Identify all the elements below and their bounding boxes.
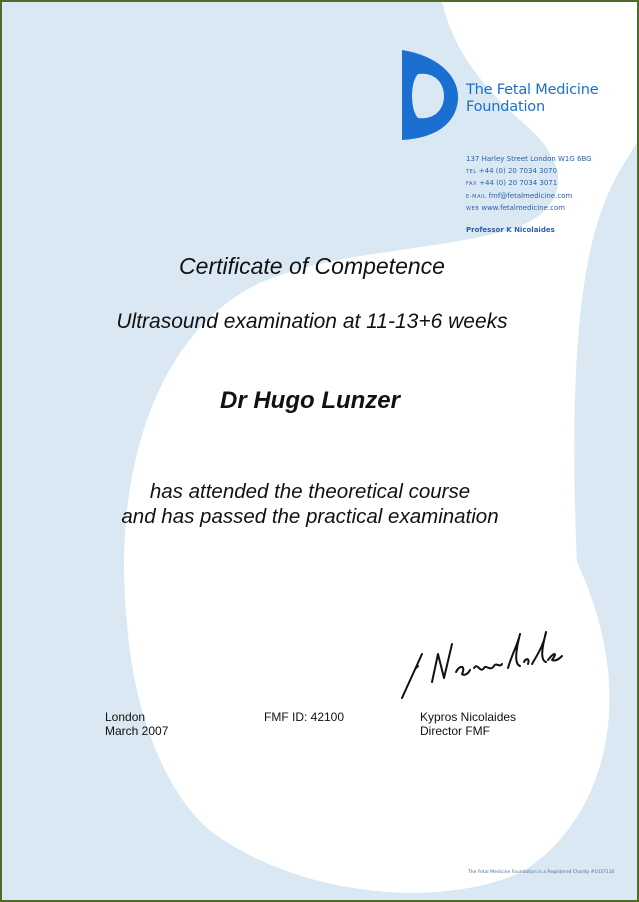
- fmf-id: FMF ID: 42100: [264, 710, 345, 724]
- web-line: [466, 203, 592, 216]
- statement-line1: has attended the theoretical course: [149, 480, 471, 503]
- certificate-statement: [2, 479, 618, 529]
- contact-block: [466, 154, 592, 236]
- white-blob-background: [2, 2, 637, 900]
- signatory-title: Director FMF: [420, 724, 490, 738]
- place-date: [105, 710, 168, 738]
- organization-name-line1: The Fetal Medicine: [466, 82, 599, 98]
- fax-line: [466, 178, 592, 191]
- signatory: [420, 710, 516, 738]
- website: www.fetalmedicine.com: [481, 204, 566, 212]
- issue-date: March 2007: [105, 724, 169, 738]
- charity-note: The Fetal Medicine Foundation is a Registered Charity #1037116: [468, 870, 615, 875]
- telephone: +44 (0) 20 7034 3070: [478, 166, 557, 175]
- telephone-line: [466, 166, 592, 179]
- place: London: [105, 710, 146, 724]
- signature-icon: [394, 624, 564, 704]
- fmf-logo-icon: [400, 48, 460, 142]
- recipient-name: Dr Hugo Lunzer: [220, 387, 400, 414]
- statement-line2: and has passed the practical examination: [121, 505, 499, 528]
- organization-name-line2: Foundation: [466, 99, 545, 115]
- email: fmf@fetalmedicine.com: [488, 191, 573, 200]
- tel-label: TEL: [466, 168, 477, 175]
- web-label: WEB: [466, 206, 480, 212]
- fax-label: FAX: [466, 181, 478, 187]
- email-label: E-MAIL: [466, 193, 487, 200]
- professor-name: Professor K Nicolaides: [466, 225, 555, 234]
- address: 137 Harley Street London W1G 6BG: [466, 155, 592, 163]
- signatory-name: Kypros Nicolaides: [420, 710, 517, 724]
- certificate-subtitle: Ultrasound examination at 11-13+6 weeks: [116, 310, 508, 333]
- certificate-title: Certificate of Competence: [179, 253, 445, 279]
- organization-name: [466, 82, 598, 116]
- email-line: [466, 191, 592, 204]
- fax: +44 (0) 20 7034 3071: [479, 179, 558, 187]
